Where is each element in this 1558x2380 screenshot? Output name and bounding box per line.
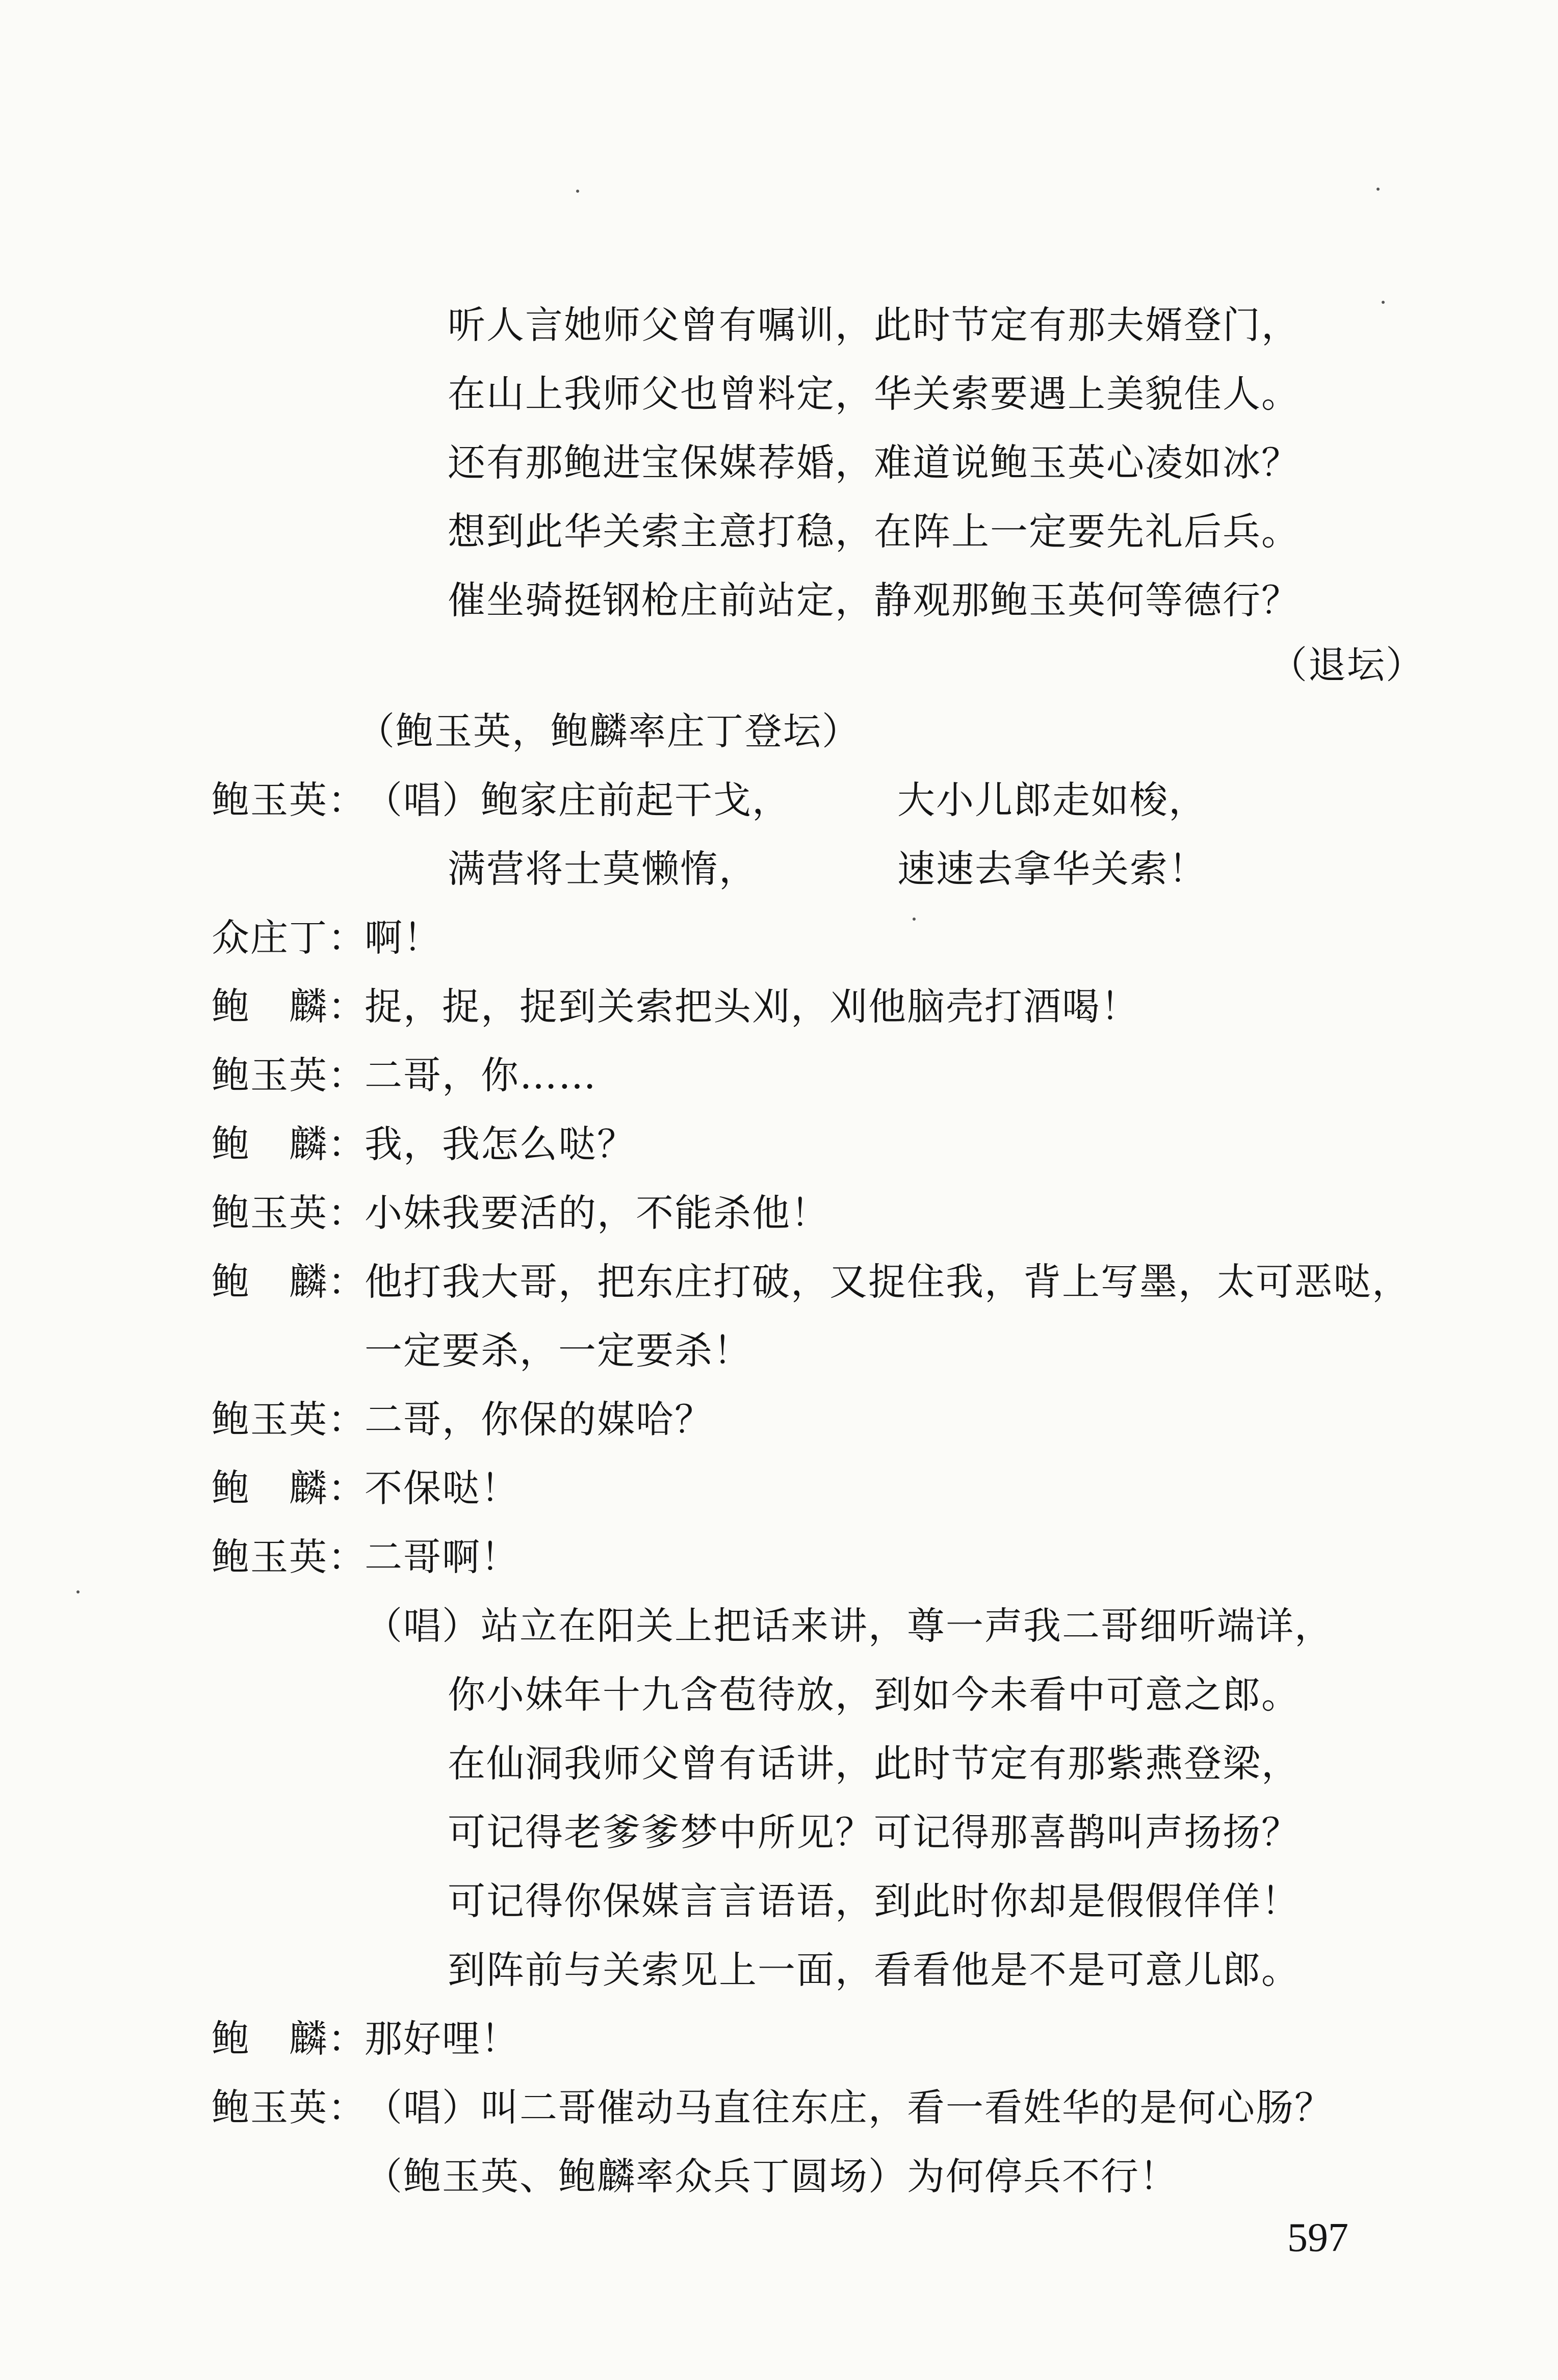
speaker-label: 众庄丁：: [212, 916, 367, 960]
dialogue-line: [212, 2082, 1333, 2133]
speaker-label: 鲍 麟：: [212, 2017, 367, 2061]
scan-speck: [576, 190, 579, 193]
dialogue-text: 啊！: [365, 916, 442, 960]
speaker-label: 鲍玉英：: [212, 1535, 367, 1579]
dialogue-line: [212, 1257, 1411, 1307]
song-text: 满营将士莫懒惰，: [448, 847, 758, 891]
song-row: [212, 775, 791, 826]
scan-speck: [913, 918, 916, 921]
speaker-label: 鲍玉英：: [212, 1054, 367, 1097]
dialogue-text: 我，我怎么哒？: [365, 1122, 636, 1166]
dialogue-text: 二哥，你……: [365, 1054, 597, 1097]
dialogue-line: [212, 1188, 829, 1239]
dialogue-line: [212, 1532, 520, 1583]
stage-direction-exit: （退坛）: [1269, 643, 1424, 687]
dialogue-text: 小妹我要活的，不能杀他！: [365, 1191, 829, 1235]
verse-line: （唱）站立在阳关上把话来讲，尊一声我二哥细听端详，: [365, 1604, 1333, 1648]
verse-line: 催坐骑挺钢枪庄前站定，静观那鲍玉英何等德行？: [448, 579, 1300, 622]
scan-speck: [1382, 301, 1385, 304]
scan-speck: [76, 1590, 80, 1593]
verse-line: 还有那鲍进宝保媒荐婚，难道说鲍玉英心凌如冰？: [448, 441, 1300, 485]
verse-line: 你小妹年十九含苞待放，到如今未看中可意之郎。: [448, 1673, 1300, 1717]
speaker-label: 鲍玉英：: [212, 2086, 367, 2130]
verse-line: 想到此华关索主意打稳，在阵上一定要先礼后兵。: [448, 510, 1300, 554]
speaker-label: 鲍 麟：: [212, 1122, 367, 1166]
song-text-right: 速速去拿华关索！: [897, 847, 1207, 891]
dialogue-text: 捉，捉，捉到关索把头刈，刈他脑壳打酒喝！: [365, 985, 1139, 1029]
dialogue-text: 那好哩！: [365, 2017, 520, 2061]
verse-line: 到阵前与关索见上一面，看看他是不是可意儿郎。: [448, 1948, 1300, 1992]
speaker-label: 鲍 麟：: [212, 985, 367, 1029]
stage-direction: （鲍玉英、鲍麟率众兵丁圆场）为何停兵不行！: [365, 2155, 1178, 2199]
speaker-label: 鲍 麟：: [212, 1260, 367, 1304]
verse-line: 在山上我师父也曾料定，华关索要遇上美貌佳人。: [448, 372, 1300, 416]
scan-speck: [1377, 188, 1380, 191]
song-text-right: 大小儿郎走如梭，: [897, 778, 1207, 822]
dialogue-line: [212, 1050, 597, 1101]
dialogue-line: [212, 1394, 713, 1445]
stage-direction: （鲍玉英，鲍麟率庄丁登坛）: [357, 710, 861, 753]
dialogue-text: 二哥啊！: [365, 1535, 520, 1579]
verse-line: 可记得你保媒言言语语，到此时你却是假假佯佯！: [448, 1879, 1300, 1923]
verse-line: 可记得老爹爹梦中所见？可记得那喜鹊叫声扬扬？: [448, 1811, 1300, 1854]
speaker-label: 鲍玉英：: [212, 1191, 367, 1235]
dialogue-line: [212, 1463, 520, 1514]
page-number: 597: [1287, 2215, 1348, 2260]
speaker-label: 鲍 麟：: [212, 1467, 367, 1510]
verse-line: 听人言她师父曾有嘱训，此时节定有那夫婿登门，: [448, 303, 1300, 347]
dialogue-line: [212, 2013, 520, 2064]
verse-line: 在仙洞我师父曾有话讲，此时节定有那紫燕登梁，: [448, 1742, 1300, 1786]
dialogue-line: [212, 1119, 636, 1170]
speaker-label: 鲍玉英：: [212, 778, 367, 822]
speaker-label: 鲍玉英：: [212, 1398, 367, 1442]
dialogue-text: 他打我大哥，把东庄打破，又捉住我，背上写墨，太可恶哒，: [365, 1260, 1411, 1304]
dialogue-text: 二哥，你保的媒哈？: [365, 1398, 713, 1442]
dialogue-text: 不保哒！: [365, 1467, 520, 1510]
dialogue-line: [212, 981, 1139, 1032]
dialogue-line: [212, 912, 442, 963]
dialogue-text: （唱）叫二哥催动马直往东庄，看一看姓华的是何心肠？: [365, 2086, 1333, 2130]
song-text: （唱）鲍家庄前起干戈，: [365, 778, 791, 822]
dialogue-continuation: 一定要杀，一定要杀！: [365, 1329, 752, 1373]
